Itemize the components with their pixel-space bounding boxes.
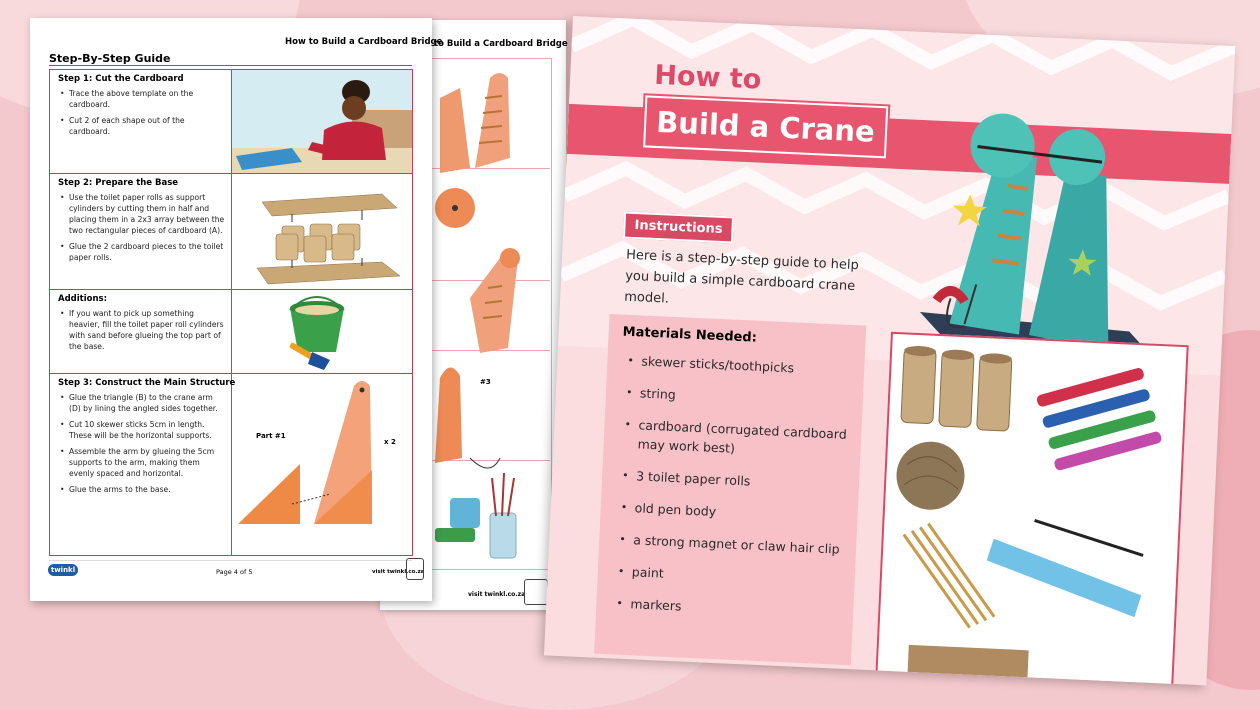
materials-list [615,351,859,636]
girl-cutting-illustration [232,70,412,173]
list-item: • old pen body [620,498,853,528]
title-rule [49,65,412,66]
steps-table [49,69,413,556]
back-page-header: to Build a Cardboard Bridge [434,39,568,49]
step-bullet: • Assemble the arm by glueing the 5cm supports to the arm, making them evenly spaced and horizontal. [58,446,225,479]
step-title: Step 3: Construct the Main Structure [58,378,236,388]
intro-text: Here is a step-by-step guide to help you build a simple cardboard crane model. [623,247,860,307]
materials-title: Materials Needed: [622,324,758,346]
step-row [50,374,412,555]
step-image-cell [232,374,412,555]
step-row [50,290,412,374]
footer-url: visit twinkl.co.za [372,569,425,575]
poster-title-line1: How to [653,59,762,96]
part-label: #3 [480,378,491,386]
list-item: • string [626,383,859,413]
step-bullet: • Trace the above template on the cardboard. [58,88,225,110]
list-item: • skewer sticks/toothpicks [627,351,860,381]
twinkl-logo: twinkl [48,564,78,576]
list-item: • a strong magnet or claw hair clip [619,530,852,560]
step-bullet: • Use the toilet paper rolls as support cylinders by cutting them in half and placing them in a 2x3 array between the two rectangular pieces of cardboard (A). [58,192,225,236]
part-label: Part #1 [256,432,286,440]
step-image-cell [232,290,412,373]
step-bullet: • If you want to pick up something heavier, fill the toilet paper roll cylinders with sand before glueing the top part of the base. [58,308,225,352]
poster-title-line2: Build a Crane [655,104,876,149]
list-item: • 3 toilet paper rolls [622,466,855,496]
step-title: Additions: [58,294,107,304]
step-text-cell [50,290,232,373]
back-page-footer-url: visit twinkl.co.za [468,591,526,598]
step-bullet: • Glue the 2 cardboard pieces to the toilet paper rolls. [58,241,225,263]
footer-rule [49,560,412,561]
step-row [50,70,412,174]
crane-arm-illustrations [430,58,550,568]
step-text-cell [50,374,236,555]
bucket-spade-illustration [232,290,412,373]
step-bullet: • Cut 2 of each shape out of the cardboard. [58,115,225,137]
step-image-cell [232,70,412,173]
arm-triangle-illustration [232,374,412,555]
step-title: Step 1: Cut the Cardboard [58,74,184,84]
multiplier-label: x 2 [384,438,396,446]
step-row [50,174,412,290]
list-item: • cardboard (corrugated cardboard may work best) [623,415,856,463]
materials-illustration [877,334,1187,686]
badge-logo [524,579,548,605]
step-title: Step 2: Prepare the Base [58,178,179,188]
materials-photo [874,332,1188,686]
step-bullet: • Cut 10 skewer sticks 5cm in length. These will be the horizontal supports. [58,419,225,441]
badge-logo [406,558,424,580]
page-number: Page 4 of 5 [216,568,253,576]
step-text-cell [50,70,232,173]
base-assembly-illustration [232,174,412,289]
list-item: • paint [617,562,850,592]
instructions-label: Instructions [623,212,734,244]
guide-title: Step-By-Step Guide [49,52,171,65]
guide-page [30,18,443,601]
step-image-cell [232,174,412,289]
step-bullet: • Glue the arms to the base. [58,484,225,495]
crane-illustration [909,92,1200,354]
materials-panel [594,314,866,665]
poster-title-box [643,95,888,158]
step-text-cell [50,174,232,289]
list-item: • markers [616,594,849,624]
guide-header: How to Build a Cardboard Bridge [285,37,443,47]
step-bullet: • Glue the triangle (B) to the crane arm (D) by lining the angled sides together. [58,392,225,414]
poster-page [544,16,1235,685]
